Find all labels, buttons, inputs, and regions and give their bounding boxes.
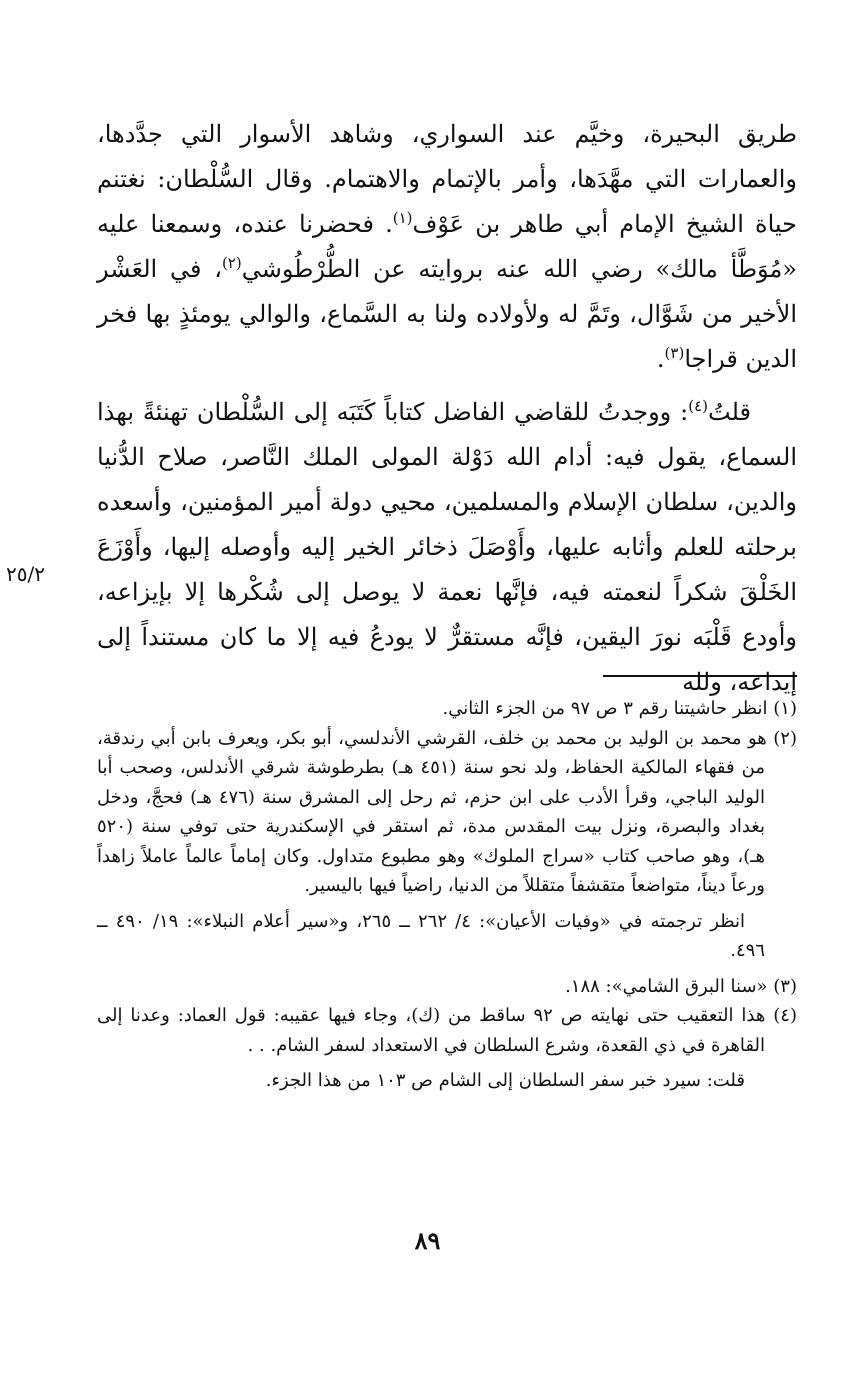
- paragraph-1: [97, 112, 797, 382]
- footnote-marker-1: (١): [392, 209, 413, 227]
- footnote-1: (١) انظر حاشيتنا رقم ٣ ص ٩٧ من الجزء الثاني.: [442, 698, 797, 719]
- main-text-body: [97, 112, 797, 705]
- footnote-2-sources: انظر ترجمته في «وفيات الأعيان»: ٤/ ٢٦٢ ــ ٢٦٥، و«سير أعلام النبلاء»: ١٩/ ٤٩٠ ــ ٤٩٦.: [97, 910, 765, 961]
- paragraph-2-lead: قلتُ: [708, 398, 751, 426]
- footnote-4: (٤) هذا التعقيب حتى نهايته ص ٩٢ ساقط من (ك)، وجاء فيها عقيبه: قول العماد: وعدنا إلى القاهرة في ذي القعدة، وشرع السلطان في الاستعداد لسفر الشام. . .: [97, 1005, 797, 1056]
- paragraph-1-text-d: .: [656, 345, 665, 373]
- paragraph-1-text-b: . فحضرنا عنده، وسمعنا عليه «مُوَطَّأ مالك» رضي الله عنه بروايته عن الطُّرْطُوشي: [97, 210, 797, 283]
- footnote-2: (٢) هو محمد بن الوليد بن محمد بن خلف، القرشي الأندلسي، أبو بكر، ويعرف بابن أبي رندقة، من فقهاء المالكية الحفاظ، ولد نحو سنة (٤٥١ هـ) بطرطوشة شرقي الأندلس، وصحب أبا الوليد الباجي، وقرأ الأدب على ابن حزم، ثم رحل إلى المشرق سنة (٤٧٦ هـ) فحجَّ، ودخل بغداد والبصرة، ونزل بيت المقدس مدة، ثم استقر في الإسكندرية حتى توفي سنة (٥٢٠ هـ)، وهو صاحب كتاب «سراج الملوك» وهو مطبوع متداول. وكان إماماً عالماً عاملاً زاهداً ورعاً ديناً، متواضعاً متقشفاً متقللاً من الدنيا، راضياً فيها باليسير.: [97, 727, 797, 896]
- margin-reference: ٢٥/٢: [6, 562, 45, 586]
- footnotes-section: [97, 694, 797, 1096]
- footnote-divider: [603, 675, 797, 677]
- footnote-marker-2: (٢): [221, 254, 242, 272]
- footnote-marker-4: (٤): [688, 397, 709, 415]
- paragraph-1-text-a: طريق البحيرة، وخيَّم عند السواري، وشاهد الأسوار التي جدَّدها، والعمارات التي مهَّدَها، وأمر بالإتمام والاهتمام. وقال السُّلْطان: نغتنم حياة الشيخ الإمام أبي طاهر بن عَوْف: [97, 120, 797, 238]
- footnote-3: (٣) «سنا البرق الشامي»: ١٨٨.: [565, 975, 797, 997]
- paragraph-2: [97, 390, 797, 705]
- paragraph-1-text-c: ، في العَشْر الأخير من شَوَّال، وتَمَّ له ولأولاده ولنا به السَّماع، والوالي يومئذٍ بها فخر الدين قراجا: [97, 255, 797, 373]
- footnote-marker-3: (٣): [664, 344, 685, 362]
- footnote-4-note: قلت: سيرد خبر سفر السلطان إلى الشام ص ١٠٣ من هذا الجزء.: [265, 1070, 745, 1091]
- paragraph-2-text: : ووجدتُ للقاضي الفاضل كتاباً كَتَبَه إلى السُّلْطان تهنئةً بهذا السماع، يقول فيه: أدام الله دَوْلة المولى الملك النَّاصر، صلاح الدُّنيا والدين، سلطان الإسلام والمسلمين، محيي دولة أمير المؤمنين، وأسعده برحلته للعلم وأثابه عليها، وأَوْصَلَ ذخائر الخير إليه وأوصله إليها، وأَوْزَعَ الخَلْقَ شكراً لنعمته فيه، فإنَّها نعمة لا يوصل إلى شُكْرها إلا بإيزاعه، وأودع قَلْبَه نورَ اليقين، فإنَّه مستقرٌّ لا يودعُ فيه إلا ما كان مستنداً إلى إيداعه، ولله: [97, 398, 797, 696]
- page-number: ٨٩: [414, 1226, 441, 1255]
